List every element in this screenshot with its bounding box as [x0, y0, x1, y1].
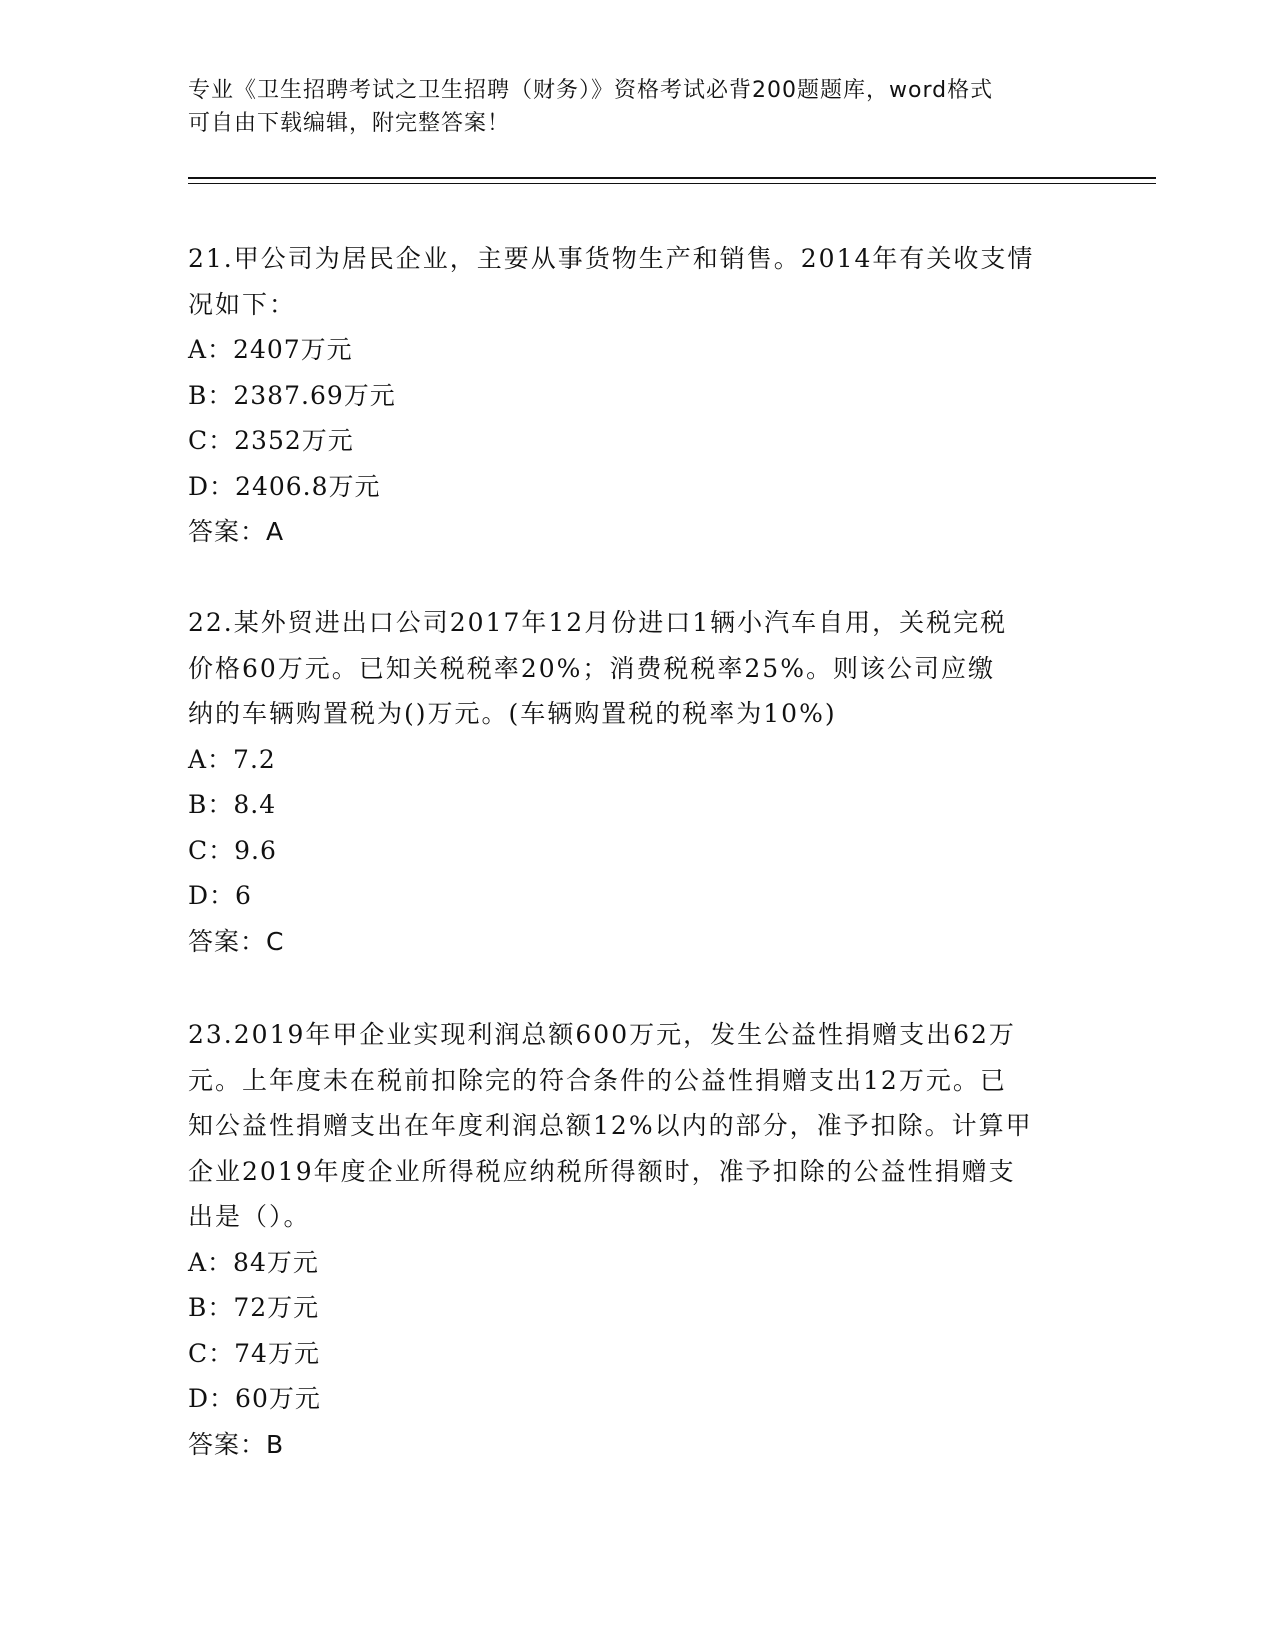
question-stem-line: 纳的车辆购置税为()万元。(车辆购置税的税率为10%)	[188, 699, 837, 728]
header-line-1: 专业《卫生招聘考试之卫生招聘（财务）》资格考试必背200题题库，word格式	[188, 78, 994, 103]
question-21	[188, 236, 1088, 555]
question-22	[188, 600, 1088, 964]
option-b: B：8.4	[188, 790, 277, 819]
option-a: A：2407万元	[188, 335, 353, 364]
header-divider-thick	[188, 177, 1156, 179]
header-divider-thin	[188, 183, 1156, 184]
question-stem-line: 企业2019年度企业所得税应纳税所得额时，准予扣除的公益性捐赠支	[188, 1156, 1016, 1186]
answer-text: 答案：A	[188, 517, 285, 546]
header-line-2: 可自由下载编辑，附完整答案！	[188, 111, 511, 136]
question-stem-line: 22.某外贸进出口公司2017年12月份进口1辆小汽车自用，关税完税	[188, 608, 1008, 637]
option-c: C：2352万元	[188, 426, 354, 455]
option-a: A：7.2	[188, 744, 276, 774]
option-c: C：9.6	[188, 835, 277, 865]
option-a: A：84万元	[188, 1247, 319, 1277]
option-b: B：2387.69万元	[188, 380, 396, 410]
question-23	[188, 1012, 1088, 1467]
question-stem-line: 况如下：	[188, 289, 297, 319]
option-d: D：6	[188, 881, 252, 910]
option-b: B：72万元	[188, 1293, 320, 1322]
document-header	[188, 74, 1088, 140]
option-d: D：2406.8万元	[188, 471, 381, 501]
answer-text: 答案：C	[188, 926, 285, 956]
question-stem-line: 知公益性捐赠支出在年度利润总额12%以内的部分，准予扣除。计算甲	[188, 1111, 1033, 1140]
question-stem-line: 21.甲公司为居民企业，主要从事货物生产和销售。2014年有关收支情	[188, 244, 1035, 273]
question-stem-line: 23.2019年甲企业实现利润总额600万元，发生公益性捐赠支出62万	[188, 1020, 1016, 1049]
question-stem-line: 元。上年度未在税前扣除完的符合条件的公益性捐赠支出12万元。已	[188, 1065, 1007, 1095]
question-stem-line: 价格60万元。已知关税税率20%；消费税税率25%。则该公司应缴	[188, 653, 995, 683]
question-stem-line: 出是（）。	[188, 1202, 311, 1231]
option-c: C：74万元	[188, 1338, 320, 1368]
answer-text: 答案：B	[188, 1429, 285, 1459]
option-d: D：60万元	[188, 1384, 321, 1413]
